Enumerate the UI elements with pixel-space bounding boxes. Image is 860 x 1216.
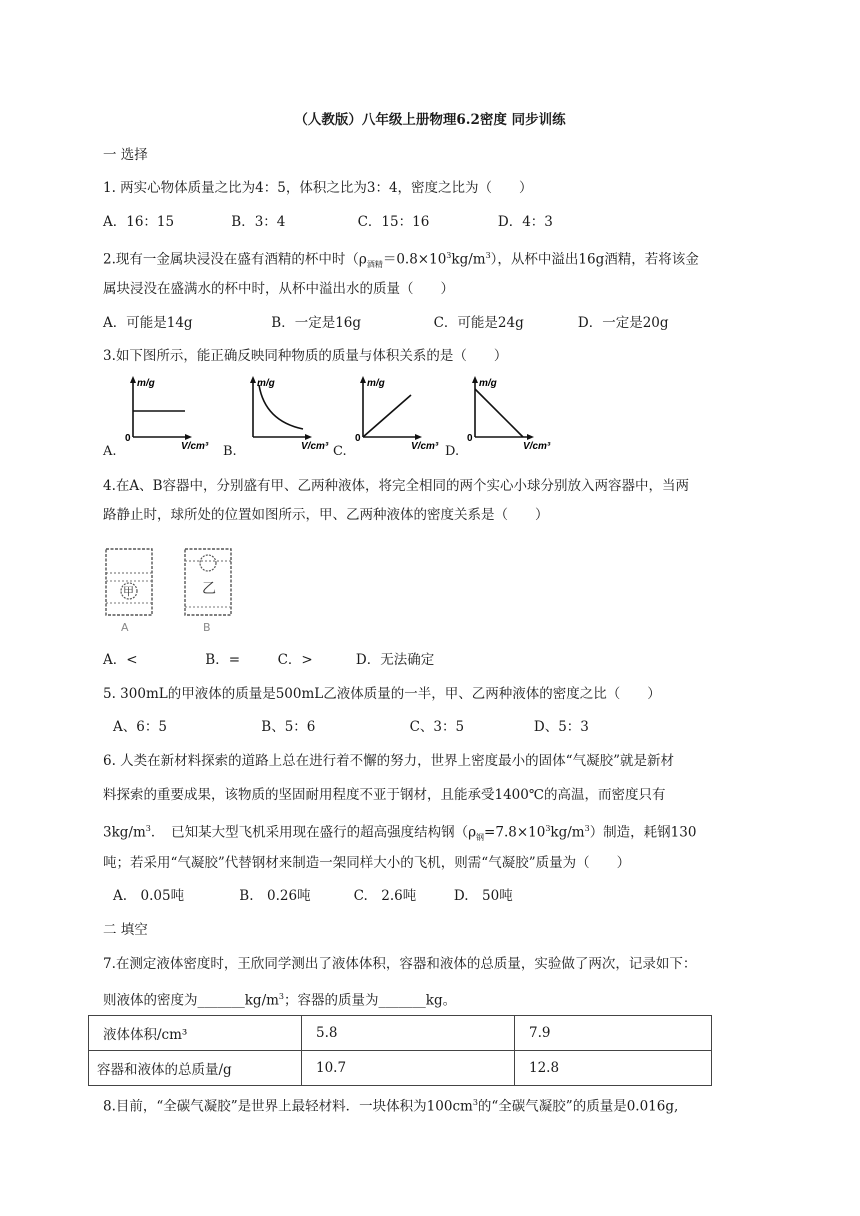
page-title: （人教版）八年级上册物理6.2密度 同步训练 bbox=[294, 112, 566, 128]
question-1-options bbox=[103, 212, 553, 232]
q3-graph-c-label: C. bbox=[333, 444, 347, 459]
question-5-text: 5. 300mL的甲液体的质量是500mL乙液体质量的一半，甲、乙两种液体的密度之比（ ） bbox=[103, 686, 661, 702]
q3-graph-c-x-label: V/cm³ bbox=[411, 441, 439, 452]
q4-container-figure bbox=[103, 545, 243, 635]
q4-liquid-b-label: 乙 bbox=[202, 581, 216, 597]
question-4-line-1: 4.在A、B容器中，分别盛有甲、乙两种液体，将完全相同的两个实心小球分别放入两容器中，当两 bbox=[103, 478, 690, 494]
q6-sub-steel: 钢 bbox=[476, 833, 485, 843]
q4-option-c: C．> bbox=[277, 652, 313, 668]
q2-option-a: A．可能是14g bbox=[103, 315, 193, 331]
q1-option-a: A．16：15 bbox=[103, 214, 175, 230]
table-cell: 12.8 bbox=[515, 1051, 712, 1086]
table-cell: 容器和液体的总质量/g bbox=[89, 1051, 302, 1086]
table-cell: 5.8 bbox=[302, 1016, 515, 1051]
question-3-text: 3.如下图所示，能正确反映同种物质的质量与体积关系的是（ ） bbox=[103, 348, 508, 364]
table-cell: 10.7 bbox=[302, 1051, 515, 1086]
q7-text-b: ；容器的质量为_______kg。 bbox=[284, 992, 457, 1009]
q6-text-a: 3kg/m bbox=[103, 824, 146, 841]
q8-sup: 3 bbox=[472, 1098, 478, 1107]
section-choice-heading: 一 选择 bbox=[103, 147, 148, 163]
table-row bbox=[89, 1051, 712, 1086]
q6-option-c: C. 2.6吨 bbox=[353, 888, 417, 904]
q2-text-d: ），从杯中溢出16g酒精，若将该金 bbox=[490, 251, 699, 268]
q3-graph-a-plot bbox=[125, 373, 223, 461]
question-8-line-1 bbox=[103, 1093, 678, 1117]
q3-graph-d-plot bbox=[467, 373, 565, 461]
question-4-options bbox=[103, 650, 434, 670]
q7-sup: 3 bbox=[278, 992, 285, 1001]
q1-option-d: D．4：3 bbox=[497, 214, 553, 230]
q2-option-b: B．一定是16g bbox=[271, 315, 362, 331]
q5-option-d: D、5：3 bbox=[533, 719, 589, 735]
q3-graph-a-label: A. bbox=[103, 444, 117, 459]
q6-text-c: =7.8×10 bbox=[484, 824, 546, 841]
question-6-line-1: 6. 人类在新材料探索的道路上总在进行着不懈的努力，世界上密度最小的固体“气凝胶”就是新材 bbox=[103, 753, 674, 769]
question-6-options bbox=[113, 886, 513, 906]
q6-text-e: ）制造，耗钢130 bbox=[589, 824, 697, 841]
q6-sup-3: 3 bbox=[584, 824, 590, 833]
q8-text-a: 8.目前，“全碳气凝胶”是世界上最轻材料．一块体积为100cm bbox=[103, 1098, 473, 1115]
q2-sup-1: 3 bbox=[446, 251, 452, 260]
q3-graph-a bbox=[103, 373, 223, 461]
q6-option-d: D. 50吨 bbox=[453, 888, 513, 904]
q3-graph-d-x-label: V/cm³ bbox=[523, 441, 551, 452]
q5-option-b: B、5：6 bbox=[261, 719, 316, 735]
q3-graph-b bbox=[223, 373, 343, 461]
q4-liquid-a-label: 甲 bbox=[123, 585, 134, 598]
question-2-options bbox=[103, 313, 669, 333]
question-4-line-2: 路静止时，球所处的位置如图所示，甲、乙两种液体的密度关系是（ ） bbox=[103, 507, 549, 523]
q3-graph-c-plot bbox=[355, 373, 453, 461]
q1-option-b: B．3：4 bbox=[231, 214, 286, 230]
q2-option-c: C．可能是24g bbox=[433, 315, 524, 331]
q2-text-c: kg/m bbox=[451, 251, 486, 268]
q2-option-d: D．一定是20g bbox=[577, 315, 669, 331]
q3-graph-d-origin: 0 bbox=[467, 433, 473, 444]
q4-container-b-label: B bbox=[203, 621, 211, 634]
q6-sup-2: 3 bbox=[545, 824, 551, 833]
q6-sup-1: 3 bbox=[145, 824, 151, 833]
q3-graph-b-y-label: m/g bbox=[257, 378, 275, 389]
question-1-text: 1. 两实心物体质量之比为4：5，体积之比为3：4，密度之比为（ ） bbox=[103, 180, 533, 196]
q2-text-b: ＝0.8×10 bbox=[382, 251, 447, 268]
q6-text-b: ． 已知某大型飞机采用现在盛行的超高强度结构钢（ρ bbox=[150, 824, 477, 841]
q2-sub-alcohol: 酒精 bbox=[366, 260, 383, 270]
q3-graph-options bbox=[103, 373, 603, 461]
question-2-line-1 bbox=[103, 246, 699, 275]
question-7-line-1: 7.在测定液体密度时，王欣同学测出了液体体积，容器和液体的总质量，实验做了两次，记录如下： bbox=[103, 956, 697, 972]
q8-text-b: 的“全碳气凝胶”的质量是0.016g, bbox=[477, 1098, 679, 1115]
q4-containers-diagram bbox=[103, 545, 243, 635]
question-2-line-2: 属块浸没在盛满水的杯中时，从杯中溢出水的质量（ ） bbox=[103, 281, 454, 297]
question-5-options bbox=[113, 717, 589, 737]
q3-graph-d-y-label: m/g bbox=[479, 378, 497, 389]
section-fill-heading: 二 填空 bbox=[103, 922, 148, 938]
q3-graph-b-plot bbox=[245, 373, 343, 461]
question-7-line-2 bbox=[103, 987, 456, 1011]
q6-option-b: B. 0.26吨 bbox=[239, 888, 311, 904]
q3-graph-c-y-label: m/g bbox=[367, 378, 385, 389]
q2-text-a: 2.现有一金属块浸没在盛有酒精的杯中时（ρ bbox=[103, 251, 367, 268]
q3-graph-a-origin: 0 bbox=[125, 433, 131, 444]
q7-text-a: 则液体的密度为_______kg/m bbox=[103, 992, 279, 1009]
q5-option-c: C、3：5 bbox=[409, 719, 465, 735]
q7-data-table bbox=[88, 1015, 712, 1086]
question-6-line-2: 料探索的重要成果，该物质的坚固耐用程度不亚于钢材，且能承受1400℃的高温，而密度只有 bbox=[103, 787, 666, 803]
q5-option-a: A、6：5 bbox=[113, 719, 167, 735]
q6-option-a: A. 0.05吨 bbox=[113, 888, 185, 904]
table-row bbox=[89, 1016, 712, 1051]
q3-graph-d bbox=[445, 373, 565, 461]
q6-text-d: kg/m bbox=[550, 824, 585, 841]
q2-sup-2: 3 bbox=[485, 251, 491, 260]
question-6-line-3 bbox=[103, 819, 696, 848]
q3-graph-d-label: D. bbox=[445, 444, 460, 459]
q3-graph-c-origin: 0 bbox=[355, 433, 361, 444]
table-cell: 液体体积/cm³ bbox=[89, 1016, 302, 1051]
q4-container-a-label: A bbox=[121, 621, 129, 634]
q1-option-c: C．15：16 bbox=[357, 214, 430, 230]
q3-graph-b-label: B. bbox=[223, 444, 237, 459]
q3-graph-a-y-label: m/g bbox=[137, 378, 155, 389]
q3-graph-a-x-label: V/cm³ bbox=[181, 441, 209, 452]
q4-option-d: D．无法确定 bbox=[355, 652, 435, 668]
table-cell: 7.9 bbox=[515, 1016, 712, 1051]
question-6-line-4: 吨；若采用“气凝胶”代替钢材来制造一架同样大小的飞机，则需“气凝胶”质量为（ ） bbox=[103, 855, 631, 871]
q4-option-a: A．< bbox=[103, 652, 138, 668]
q3-graph-b-x-label: V/cm³ bbox=[301, 441, 329, 452]
q4-option-b: B．= bbox=[205, 652, 241, 668]
q3-graph-c bbox=[333, 373, 453, 461]
